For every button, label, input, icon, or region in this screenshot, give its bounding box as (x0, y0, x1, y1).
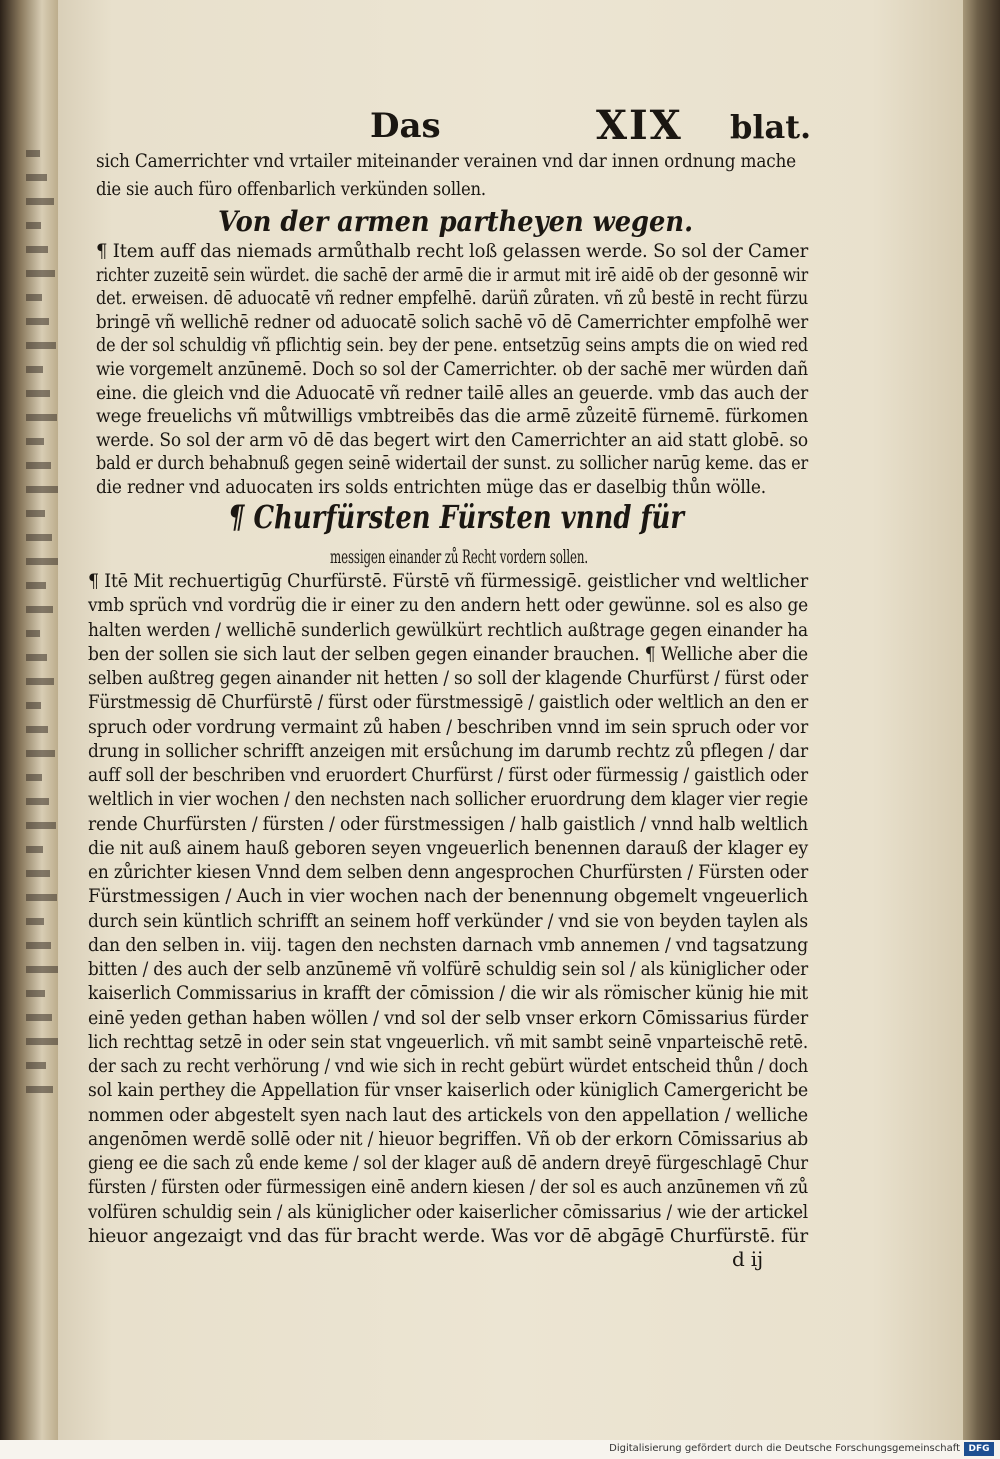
text-line: Fürstmessig dē Churfürstē / fürst oder fürstmessigē / gaistlich oder weltlich an den er (88, 691, 809, 713)
folio-number: XIX (596, 102, 683, 149)
facing-page-text-fragment (26, 846, 43, 853)
text-line: die sie auch füro offenbarlich verkünden sollen. (96, 178, 486, 200)
text-line: ben der sollen sie sich laut der selben gegen einander brauchen. ¶ Welliche aber die (88, 643, 808, 665)
text-line: spruch oder vordrung vermaint zů haben / beschriben vnnd im sein spruch oder vor (88, 716, 809, 738)
text-line: der sach zu recht verhörung / vnd wie sich in recht gebürt würdet entscheid thůn / doch (88, 1055, 808, 1077)
text-line: halten werden / wellichē sunderlich gewülkürt rechtlich außtrage gegen einander ha (88, 619, 808, 641)
text-line: einē yeden gethan haben wöllen / vnd sol der selb vnser erkorn Cōmissarius fürder (88, 1007, 808, 1029)
facing-page-text-fragment (26, 342, 56, 349)
facing-page-text-fragment (26, 942, 51, 949)
facing-page-text-fragment (26, 222, 41, 229)
facing-page-text-fragment (26, 582, 46, 589)
facing-page-text-fragment (26, 438, 44, 445)
page-edge-shadow (963, 0, 1000, 1440)
text-line: drung in sollicher schrifft anzeigen mit ersůchung im darumb rechtz zů pflegen / dar (88, 740, 808, 762)
facing-page-text-fragment (26, 894, 57, 901)
text-line: ¶ Itē Mit rechuertigūg Churfürstē. Fürstē vñ fürmessigē. geistlicher vnd weltlicher (88, 570, 809, 592)
text-line: wie vorgemelt anzūnemē. Doch so sol der Camerrichter. ob der sachē mer würden dañ (96, 358, 808, 380)
facing-page-text-fragment (26, 150, 40, 157)
section-heading: ¶ Churfürsten Fürsten vnnd für (228, 498, 684, 536)
facing-page-text-fragment (26, 1038, 59, 1045)
facing-page-text-fragment (26, 414, 57, 421)
text-line: weltlich in vier wochen / den nechsten nach sollicher eruordrung dem klager vier regie (88, 788, 809, 810)
facing-page-text-fragment (26, 510, 45, 517)
facing-page-text-fragment (26, 726, 48, 733)
facing-page-text-fragment (26, 534, 52, 541)
text-line: vmb sprüch vnd vordrüg die ir einer zu den andern hett oder gewünne. sol es also ge (88, 594, 809, 616)
facing-page-text-fragment (26, 174, 47, 181)
text-line: volfüren schuldig sein / als küniglicher oder kaiserlicher cōmissarius / wie der artickel (88, 1201, 808, 1223)
facing-page-text-fragment (26, 198, 54, 205)
facing-page-text-fragment (26, 270, 55, 277)
running-head-left: Das (370, 106, 441, 146)
facing-page-text-fragment (26, 918, 44, 925)
text-line: die nit auß ainem hauß geboren seyen vngeuerlich benennen darauß der klager ey (88, 837, 809, 859)
text-line: sol kain perthey die Appellation für vnser kaiserlich oder küniglich Camergericht be (88, 1079, 809, 1101)
text-line: auff soll der beschriben vnd eruordert Churfürst / fürst oder fürmessig / gaistlich oder (88, 764, 808, 786)
facing-page-text-fragment (26, 678, 54, 685)
facing-page-text-fragment (26, 1062, 46, 1069)
facing-page-text-fragment (26, 318, 49, 325)
text-line: bringē vñ wellichē redner od aduocatē solich sachē vō dē Camerrichter empfolhē wer (96, 311, 809, 333)
facing-page-text-fragment (26, 774, 42, 781)
facing-page-text-fragment (26, 702, 41, 709)
facing-page-text-fragment (26, 966, 58, 973)
text-line: sich Camerrichter vnd vrtailer miteinander verainen vnd dar innen ordnung mache (96, 150, 796, 172)
text-line: lich rechttag setzē in oder sein stat vngeuerlich. vñ mit sambt seinē vnparteischē retē. (88, 1031, 808, 1053)
dfg-logo: DFG (964, 1442, 994, 1456)
facing-page-text-fragment (26, 654, 47, 661)
facing-page-text-fragment (26, 798, 49, 805)
text-line: angenōmen werdē sollē oder nit / hieuor begriffen. Vñ ob der erkorn Cōmissarius ab (88, 1128, 809, 1150)
text-line: bitten / des auch der selb anzūnemē vñ volfürē schuldig sein sol / als küniglicher oder (88, 958, 808, 980)
text-line: bald er durch behabnuß gegen seinē widertail der sunst. zu sollicher narūg keme. das er (96, 452, 808, 474)
text-line: selben außtreg gegen ainander nit hetten / so soll der klagende Churfürst / fürst oder (88, 667, 809, 689)
facing-page-text-fragment (26, 606, 53, 613)
text-line: de der sol schuldig vñ pflichtig sein. bey der pene. entsetzūg seins ampts die on wied red (96, 334, 809, 356)
facing-page-text-fragment (26, 822, 56, 829)
facing-page-text-fragment (26, 294, 42, 301)
facing-page-text-fragment (26, 246, 48, 253)
facing-page-text-fragment (26, 630, 40, 637)
text-line: wege freuelichs vñ můtwilligs vmbtreibēs das die armē zůzeitē fürnemē. fürkomen (96, 405, 809, 427)
facing-page-text-fragment (26, 1014, 52, 1021)
footer-credit: Digitalisierung gefördert durch die Deutsche Forschungsgemeinschaft (609, 1443, 960, 1454)
facing-page-text-fragment (26, 750, 55, 757)
running-head (370, 102, 812, 152)
facing-page-text-fragment (26, 870, 50, 877)
signature-mark: d ij (732, 1247, 763, 1271)
text-line: die redner vnd aduocaten irs solds entrichten müge das er daselbig thůn wölle. (96, 476, 766, 498)
text-line: gieng ee die sach zů ende keme / sol der klager auß dē andern dreyē fürgeschlagē Chur (88, 1152, 808, 1174)
text-line: eine. die gleich vnd die Aduocatē vñ redner tailē alles an geuerde. vmb das auch der (96, 382, 808, 404)
text-line: det. erweisen. dē aduocatē vñ redner empfelhē. darüñ zůraten. vñ zů bestē in recht fürzu (96, 287, 809, 309)
running-head-right: blat. (730, 108, 812, 146)
text-line: richter zuzeitē sein würdet. die sachē der armē die ir armut mit irē aidē ob der gesonnē wir (96, 264, 809, 286)
text-line: ¶ Item auff das niemads armůthalb recht loß gelassen werde. So sol der Camer (96, 240, 808, 262)
text-line: durch sein küntlich schrifft an seinem hoff verkünder / vnd sie von beyden taylen als (88, 910, 808, 932)
facing-page-text-fragment (26, 390, 50, 397)
section-heading: Von der armen partheyen wegen. (218, 205, 694, 238)
text-line: nommen oder abgestelt syen nach laut des artickels von den appellation / welliche (88, 1104, 808, 1126)
facing-page-edge (0, 0, 60, 1440)
facing-page-text-fragment (26, 990, 45, 997)
facing-page-text-fragment (26, 366, 43, 373)
text-line: werde. So sol der arm vō dē das begert wirt den Camerrichter an aid statt globē. so (96, 429, 809, 451)
facing-page-text-fragment (26, 558, 59, 565)
text-line: Fürstmessigen / Auch in vier wochen nach der benennung obgemelt vngeuerlich (88, 885, 808, 907)
text-line: kaiserlich Commissarius in krafft der cōmission / die wir als römischer künig hie mit (88, 982, 808, 1004)
facing-page-text-fragment (26, 462, 51, 469)
facing-page-text-fragment (26, 486, 58, 493)
text-line: rende Churfürsten / fürsten / oder fürstmessigen / halb gaistlich / vnnd halb weltlich (88, 813, 809, 835)
text-line: fürsten / fürsten oder fürmessigen einē andern kiesen / der sol es auch anzūnemen vñ zů (88, 1176, 809, 1198)
text-line: messigen einander zů Recht vordern sollen. (330, 546, 588, 568)
text-line: en zůrichter kiesen Vnnd dem selben denn angesprochen Churfürsten / Fürsten oder (88, 861, 809, 883)
facing-page-text-fragment (26, 1086, 53, 1093)
text-line: hieuor angezaigt vnd das für bracht werde. Was vor dē abgāgē Churfürstē. für (88, 1225, 808, 1247)
footer-bar (0, 1440, 1000, 1459)
text-line: dan den selben in. viij. tagen den nechsten darnach vmb annemen / vnd tagsatzung (88, 934, 809, 956)
